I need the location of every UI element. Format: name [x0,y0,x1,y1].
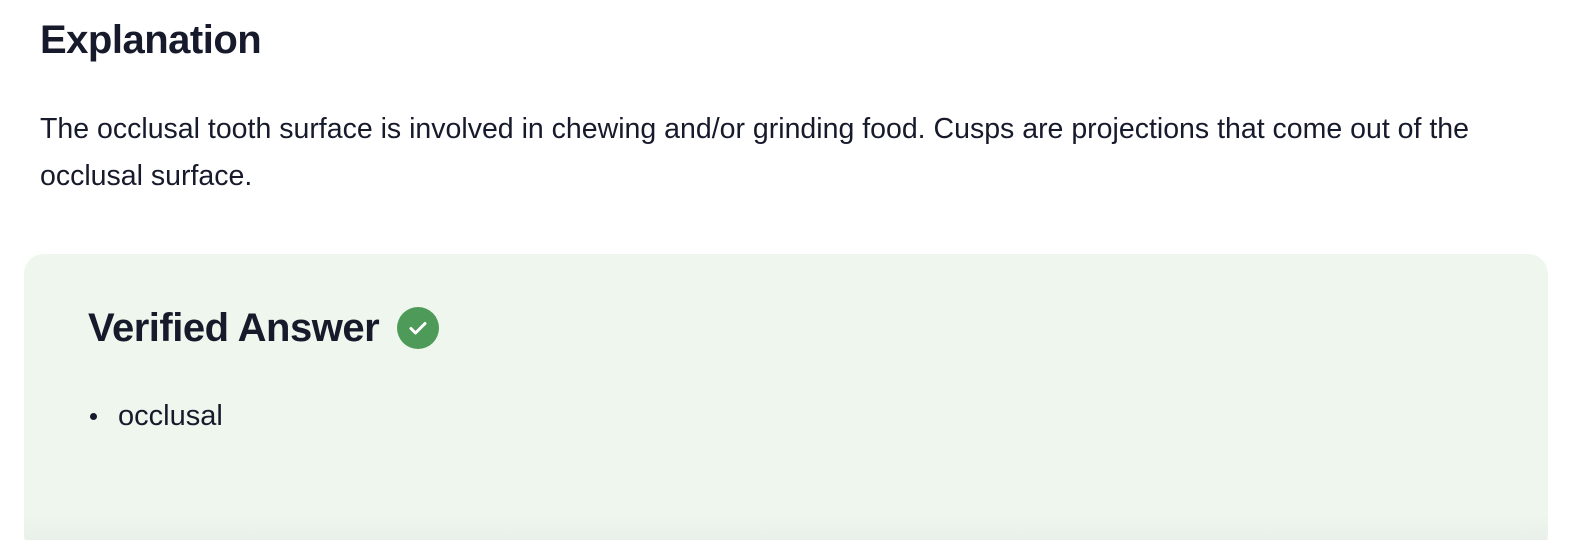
explanation-heading: Explanation [40,18,262,62]
list-item [88,396,223,436]
explanation-text: The occlusal tooth surface is involved in chewing and/or grinding food. Cusps are projections that come out of the occlusal surface. [40,113,1469,192]
bullet-icon [90,413,97,420]
answer-list [88,396,223,436]
answer-text: occlusal [118,400,223,432]
verified-answer-card [24,254,1548,540]
verified-answer-heading: Verified Answer [88,306,380,350]
verified-answer-header [88,304,439,352]
check-circle-icon [397,307,439,349]
